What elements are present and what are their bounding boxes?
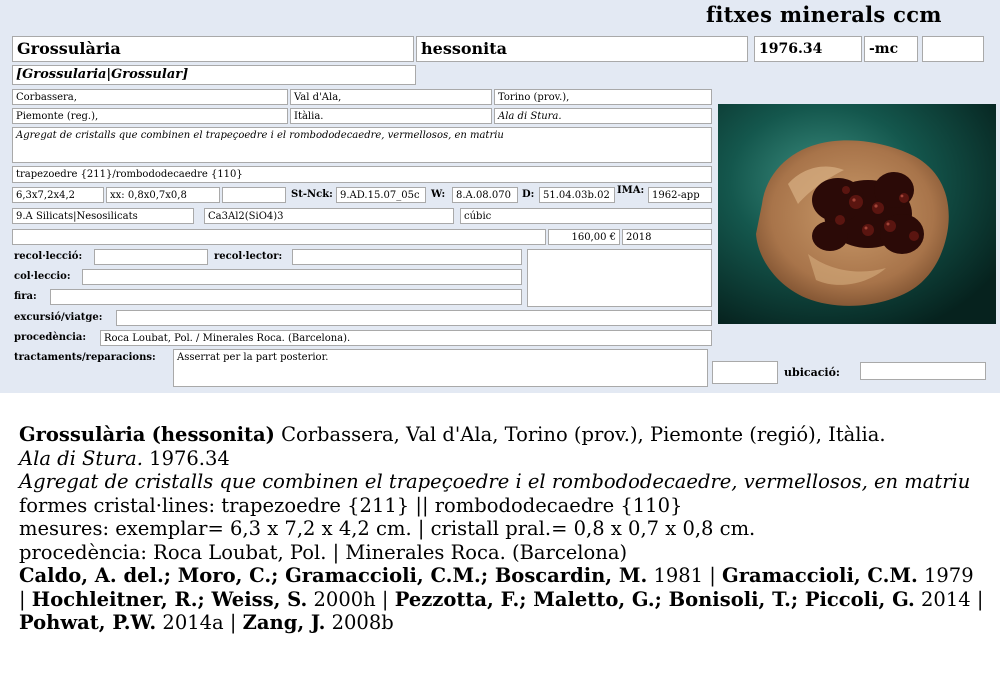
reference-separator: | xyxy=(19,587,32,611)
collector-field[interactable] xyxy=(292,249,522,265)
municipality-field[interactable]: Val d'Ala, xyxy=(290,89,492,105)
fair-label: fira: xyxy=(14,291,37,302)
reference-separator: | xyxy=(703,564,723,587)
variety-field[interactable]: hessonita xyxy=(416,36,748,62)
species-field[interactable]: Grossulària xyxy=(12,36,414,62)
class-field[interactable]: 9.A Silicats|Nesosilicats xyxy=(12,208,194,224)
synonyms-field[interactable]: [Grossularia|Grossular] xyxy=(12,65,416,85)
crystal-system-field[interactable]: cúbic xyxy=(460,208,712,224)
summary-title-line xyxy=(19,423,984,447)
summary-variety: (hessonita) xyxy=(151,423,275,446)
reference-separator: | xyxy=(375,587,395,611)
specimen-photo xyxy=(718,104,996,324)
summary-references xyxy=(19,564,984,635)
reference-year: 1979 xyxy=(917,564,974,587)
treatments-label: tractaments/reparacions: xyxy=(14,352,156,363)
w-label: W: xyxy=(431,189,446,200)
summary-locality: Corbassera, Val d'Ala, Torino (prov.), Piemonte (regió), Itàlia. xyxy=(274,423,886,446)
locality-field[interactable]: Corbassera, xyxy=(12,89,288,105)
crystal-size-field[interactable]: xx: 0,8x0,7x0,8 xyxy=(106,187,220,203)
ima-field[interactable]: 1962-app xyxy=(648,187,712,203)
reference-authors: Pezzotta, F.; Maletto, G.; Bonisoli, T.; Piccoli, G. xyxy=(394,587,915,611)
description-field[interactable]: Agregat de cristalls que combinen el trapeçoedre i el rombododecaedre, vermellosos, en matriu xyxy=(12,127,712,163)
country-field[interactable]: Itàlia. xyxy=(290,108,492,124)
misc-field[interactable] xyxy=(12,229,546,245)
formula-field[interactable]: Ca3Al2(SiO4)3 xyxy=(204,208,454,224)
reference-year: 2008b xyxy=(325,611,394,634)
notes-field[interactable] xyxy=(527,249,712,307)
location-code-field[interactable] xyxy=(712,361,778,384)
summary-forms: formes cristal·lines: trapezoedre {211} || rombododecaedre {110} xyxy=(19,493,683,517)
reference-authors: Hochleitner, R.; Weiss, S. xyxy=(31,587,308,611)
location-label: ubicació: xyxy=(784,366,840,379)
excursion-label: excursió/viatge: xyxy=(14,312,103,323)
reference-year: 1981 xyxy=(647,564,704,587)
dimension-extra-field[interactable] xyxy=(222,187,286,203)
strunz-field[interactable]: 9.AD.15.07_05c xyxy=(336,187,426,203)
reference-authors: Gramaccioli, C.M. xyxy=(722,564,918,587)
summary-sublocality: Ala di Stura. xyxy=(19,446,143,470)
catalog-number-field[interactable]: 1976.34 xyxy=(754,36,862,62)
recollection-field[interactable] xyxy=(94,249,208,265)
d-label: D: xyxy=(522,189,535,200)
catalog-suffix-field[interactable]: -mc xyxy=(864,36,918,62)
reference-year: 2000h xyxy=(307,587,376,611)
w-field[interactable]: 8.A.08.070 xyxy=(452,187,518,203)
collection-label: col·leccio: xyxy=(14,271,71,282)
summary-catalog: 1976.34 xyxy=(142,446,230,470)
price-field[interactable]: 160,00 € xyxy=(548,229,620,245)
year-field[interactable]: 2018 xyxy=(622,229,712,245)
collection-field[interactable] xyxy=(82,269,522,285)
reference-authors: Caldo, A. del.; Moro, C.; Gramaccioli, C.M.; Boscardin, M. xyxy=(19,564,648,587)
summary-species: Grossulària xyxy=(19,423,146,446)
dimensions-field[interactable]: 6,3x7,2x4,2 xyxy=(12,187,104,203)
summary-measures: mesures: exemplar= 6,3 x 7,2 x 4,2 cm. | cristall pral.= 0,8 x 0,7 x 0,8 cm. xyxy=(19,517,756,540)
summary-text xyxy=(19,423,984,635)
reference-authors: Zang, J. xyxy=(242,611,326,634)
location-field[interactable] xyxy=(860,362,986,380)
provenance-label: procedència: xyxy=(14,332,87,343)
reference-separator: | xyxy=(970,587,984,611)
summary-provenance: procedència: Roca Loubat, Pol. | Minerales Roca. (Barcelona) xyxy=(19,540,628,564)
provenance-field[interactable]: Roca Loubat, Pol. / Minerales Roca. (Barcelona). xyxy=(100,330,712,346)
reference-authors: Pohwat, P.W. xyxy=(19,611,157,634)
summary-description: Agregat de cristalls que combinen el trapeçoedre i el rombododecaedre, vermellosos, en matriu xyxy=(19,470,971,493)
region-field[interactable]: Piemonte (reg.), xyxy=(12,108,288,124)
d-field[interactable]: 51.04.03b.02 xyxy=(539,187,615,203)
strunz-label: St-Nck: xyxy=(291,189,333,200)
fair-field[interactable] xyxy=(50,289,522,305)
excursion-field[interactable] xyxy=(116,310,712,326)
collector-label: recol·lector: xyxy=(214,251,283,262)
reference-year: 2014a xyxy=(156,611,224,634)
catalog-extra-field[interactable] xyxy=(922,36,984,62)
sublocality-field[interactable]: Ala di Stura. xyxy=(494,108,712,124)
summary-sublocality-line xyxy=(19,447,984,471)
ima-label: IMA: xyxy=(617,185,645,196)
forms-field[interactable]: trapezoedre {211}/rombododecaedre {110} xyxy=(12,166,712,183)
brand-title: fitxes minerals ccm xyxy=(706,2,942,27)
reference-separator: | xyxy=(223,611,243,634)
province-field[interactable]: Torino (prov.), xyxy=(494,89,712,105)
treatments-field[interactable]: Asserrat per la part posterior. xyxy=(173,349,708,387)
recollection-label: recol·lecció: xyxy=(14,251,83,262)
reference-year: 2014 xyxy=(914,587,971,611)
